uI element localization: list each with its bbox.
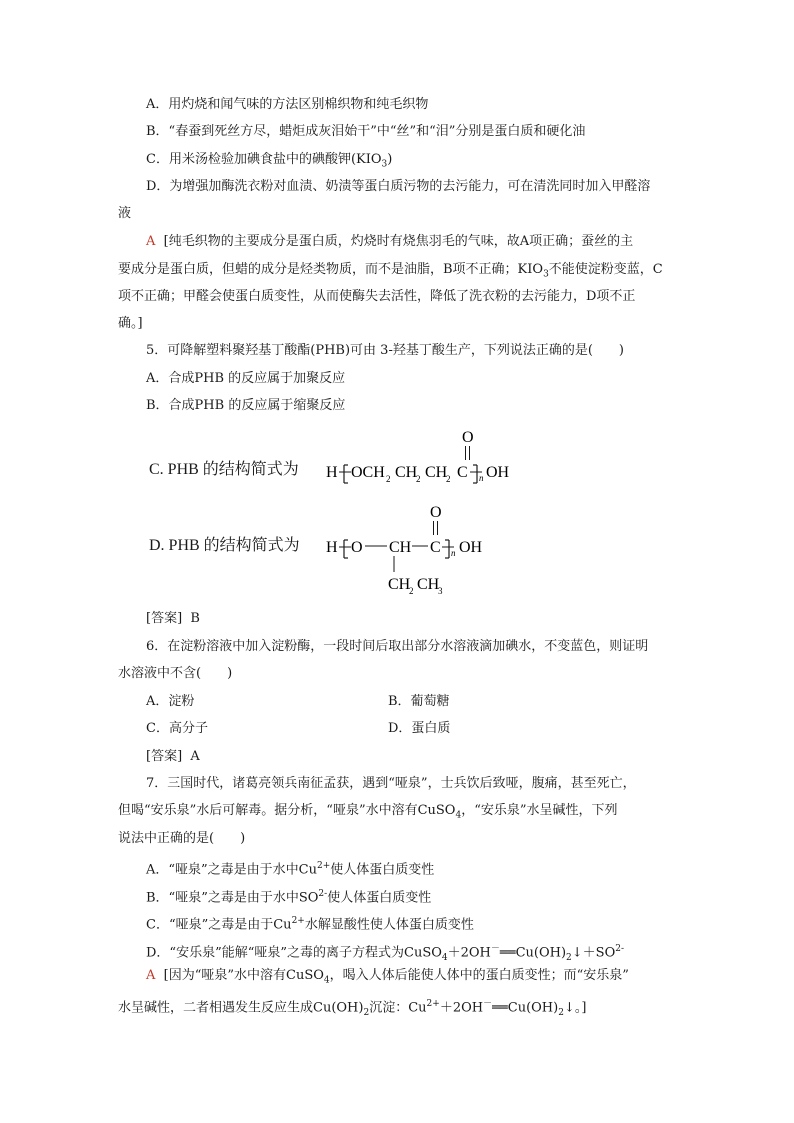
- q7-explanation-line2: 水呈碱性，二者相遇发生反应生成$Cu(OH)_2$沉淀：$Cu^{2+}+2OH^-══Cu(OH)_2↓$。]: [118, 999, 587, 1018]
- q6-option-c: C．高分子: [146, 721, 208, 736]
- fc-sub1: 2: [386, 474, 391, 484]
- fc-ch2a: CH: [395, 464, 418, 481]
- q7-option-a: A．“哑泉”之毒是由于水中$Cu^{2+}$使人体蛋白质变性: [146, 861, 435, 878]
- fd-oh: OH: [459, 539, 483, 556]
- q7-option-c: C．“哑泉”之毒是由于$Cu^{2+}$水解显酸性使人体蛋白质变性: [146, 916, 474, 933]
- q5-option-b: B．合成PHB 的反应属于缩聚反应: [146, 398, 346, 413]
- fd-h: H: [326, 539, 338, 556]
- q4-option-b: B．“春蚕到死丝方尽，蜡炬成灰泪始干”中“丝”和“泪”分别是蛋白质和硬化油: [146, 124, 586, 139]
- fd-o-top: O: [430, 504, 442, 521]
- q4-answer-letter: A: [146, 234, 156, 249]
- fc-ch2b: CH: [425, 464, 448, 481]
- fd-n: n: [451, 548, 456, 558]
- fc-oh: OH: [486, 464, 510, 481]
- q7-stem-line3: 说法中正确的是( ): [118, 831, 246, 846]
- q5-stem: 5．可降解塑料聚羟基丁酸酯(PHB)可由 3-羟基丁酸生产，下列说法正确的是( ): [146, 343, 624, 358]
- fd-o1: O: [351, 539, 363, 556]
- q4-explanation-line3: 项不正确；甲醛会使蛋白质变性，从而使酶失去活性，降低了洗衣粉的去污能力，D项不正: [118, 289, 636, 304]
- q4-option-c: C．用米汤检验加碘食盐中的碘酸钾$(KIO_3)$: [146, 152, 393, 170]
- fc-o-top: O: [462, 429, 474, 446]
- fc-sub3: 2: [446, 474, 451, 484]
- q4-option-a: A．用灼烧和闻气味的方法区别棉织物和纯毛织物: [146, 97, 429, 112]
- fd-branch-sub2: 2: [409, 586, 414, 596]
- q6-option-a: A．淀粉: [146, 694, 195, 709]
- q5-option-a: A．合成PHB 的反应属于加聚反应: [146, 371, 346, 386]
- fc-sub2: 2: [416, 474, 421, 484]
- q4-explanation-line1: A [纯毛织物的主要成分是蛋白质，灼烧时有烧焦羽毛的气味，故A项正确；蚕丝的主: [146, 234, 634, 249]
- fd-ch: CH: [389, 539, 412, 556]
- q4-option-d-line1: D．为增强加酶洗衣粉对血渍、奶渍等蛋白质污物的去污能力，可在清洗同时加入甲醛溶: [146, 179, 651, 194]
- fd-c: C: [430, 539, 441, 556]
- q5-answer: [答案] B: [146, 611, 200, 626]
- q5-option-d-label: D. PHB 的结构简式为: [149, 537, 300, 554]
- fd-branch-sub3: 3: [438, 586, 443, 596]
- fc-n: n: [479, 473, 484, 483]
- q7-explanation-line1: A [因为“哑泉”水中溶有CuSO$_4$，喝入人体后能使人体中的蛋白质变性；而“安乐泉”: [146, 968, 629, 986]
- q6-stem-line1: 6．在淀粉溶液中加入淀粉酶，一段时间后取出部分水溶液滴加碘水，不变蓝色，则证明: [146, 639, 649, 654]
- q5-option-c-formula: [320, 425, 540, 490]
- fc-och: OCH: [351, 464, 385, 481]
- fd-branch-ch2: CH: [388, 576, 411, 593]
- q6-option-d: D．蛋白质: [388, 721, 451, 736]
- q7-stem-line2: 但喝“安乐泉”水后可解毒。据分析，“哑泉”水中溶有CuSO$_4$，“安乐泉”水呈碱性，下列: [118, 803, 618, 821]
- q7-option-b: B．“哑泉”之毒是由于水中$SO^{2-}$使人体蛋白质变性: [146, 889, 432, 906]
- q6-option-b: B．葡萄糖: [388, 694, 450, 709]
- q6-answer: [答案] A: [146, 749, 200, 764]
- q5-option-d-formula: [320, 500, 520, 600]
- fc-c: C: [457, 464, 468, 481]
- q5-option-c-label: C. PHB 的结构简式为: [149, 461, 299, 478]
- q7-answer-letter: A: [146, 968, 156, 983]
- fc-h: H: [326, 464, 338, 481]
- fd-branch-ch3: CH: [417, 576, 440, 593]
- q4-explanation-line4: 确。]: [118, 316, 143, 331]
- q6-stem-line2: 水溶液中不含( ): [118, 666, 233, 681]
- q7-stem-line1: 7．三国时代，诸葛亮领兵南征孟获，遇到“哑泉”，士兵饮后致哑，腹痛，甚至死亡，: [146, 776, 636, 791]
- q4-option-d-line2: 液: [118, 206, 132, 221]
- q7-option-d: D．“安乐泉”能解“哑泉”之毒的离子方程式为$CuSO_4+2OH^-══Cu(OH)_2↓+SO^{2-}$: [146, 944, 625, 963]
- q4-explanation-line2: 要成分是蛋白质，但蜡的成分是烃类物质，而不是油脂，B项不正确；$KIO_3$不能使淀粉变蓝，C: [118, 262, 663, 280]
